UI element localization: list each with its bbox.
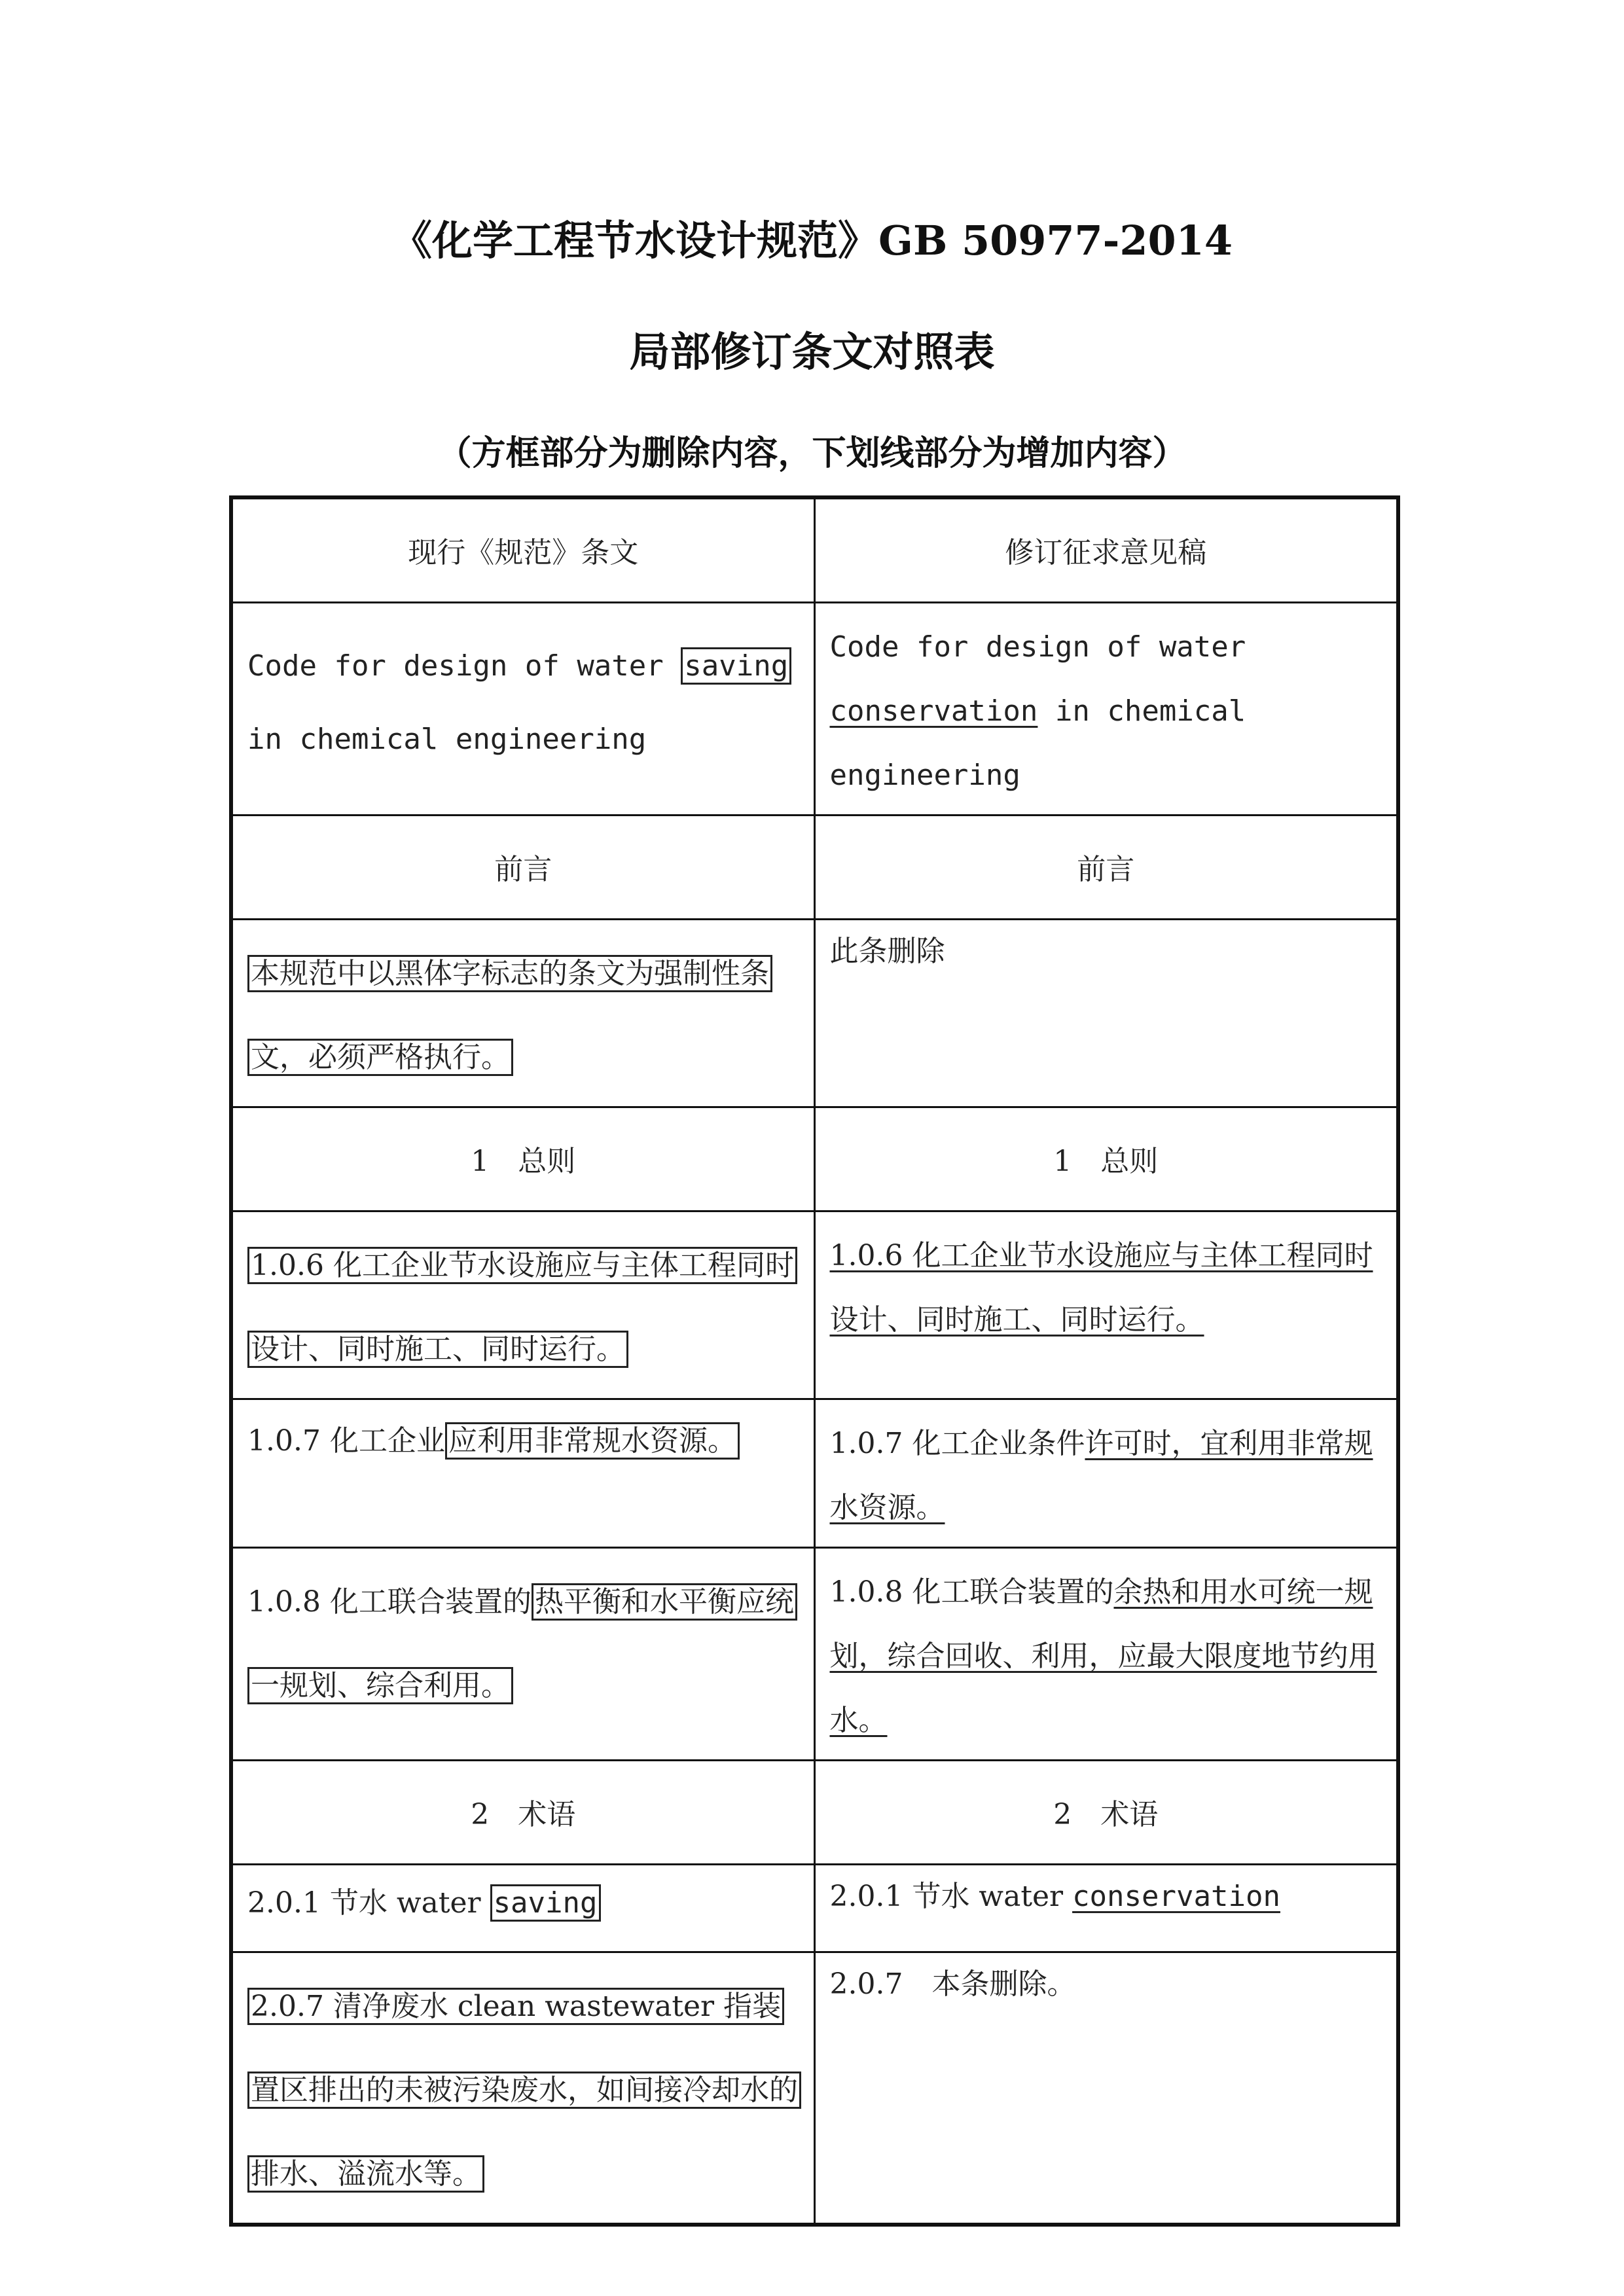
- legend-note: （方框部分为删除内容，下划线部分为增加内容）: [437, 433, 1187, 473]
- table-row: [231, 1211, 1398, 1399]
- cell-revision: Code for design of water conservation in chemical engineering: [814, 603, 1398, 816]
- cell-current: 1.0.7 化工企业 应利用非常规水资源。: [231, 1399, 814, 1548]
- deleted-text: 本规范中以黑体字标志的条文为强制性条文，必须严格执行。: [247, 955, 772, 1076]
- cell-current: 1.0.8 化工联合装置的 热平衡和水平衡应统一规划、综合利用。: [231, 1548, 814, 1761]
- comparison-table: [229, 495, 1400, 2227]
- added-text: 1.0.6 化工企业节水设施应与主体工程同时设计、同时施工、同时运行。: [829, 1239, 1373, 1336]
- cell-current: [231, 1952, 814, 2225]
- table-row: [231, 1761, 1398, 1865]
- table-row: [231, 1865, 1398, 1952]
- table-row: [231, 816, 1398, 920]
- deleted-text: 应利用非常规水资源。: [445, 1422, 740, 1460]
- section-label: 前言: [814, 816, 1398, 920]
- cell-current: Code for design of water saving in chemical engineering: [231, 603, 814, 816]
- deleted-text: 2.0.7 清净废水 clean wastewater 指装置区排出的未被污染废水，如间接冷却水的排水、溢流水等。: [247, 1988, 801, 2193]
- deleted-text: saving: [681, 647, 791, 685]
- section-label: 前言: [231, 816, 814, 920]
- cell-current: [231, 1211, 814, 1399]
- cell-current: 2.0.1 节水 water saving: [231, 1865, 814, 1952]
- section-label: 2 术语: [231, 1761, 814, 1865]
- section-label: 1 总则: [231, 1107, 814, 1211]
- added-text: 许可时，宜利用非常规水资源。: [829, 1427, 1373, 1524]
- deleted-text: 热平衡和水平衡应统一规划、综合利用。: [247, 1583, 797, 1704]
- cell-revision: 2.0.7 本条删除。: [814, 1952, 1398, 2225]
- added-text: conservation: [829, 694, 1038, 728]
- table-header-row: [231, 497, 1398, 603]
- table-row: [231, 920, 1398, 1107]
- section-label: 1 总则: [814, 1107, 1398, 1211]
- cell-revision: 此条删除: [814, 920, 1398, 1107]
- added-text: 余热和用水可统一规划，综合回收、利用，应最大限度地节约用水。: [829, 1575, 1377, 1737]
- cell-revision: 1.0.8 化工联合装置的余热和用水可统一规划，综合回收、利用，应最大限度地节约用水。: [814, 1548, 1398, 1761]
- cell-revision: 2.0.1 节水 water conservation: [814, 1865, 1398, 1952]
- added-text: conservation: [1072, 1880, 1280, 1913]
- table-row: [231, 1952, 1398, 2225]
- header-revision: 修订征求意见稿: [814, 497, 1398, 603]
- cell-revision: [814, 1211, 1398, 1399]
- header-current: 现行《规范》条文: [231, 497, 814, 603]
- table-row: [231, 603, 1398, 816]
- deleted-text: saving: [490, 1884, 601, 1922]
- table-row: [231, 1399, 1398, 1548]
- table-row: [231, 1107, 1398, 1211]
- document-subtitle: 局部修订条文对照表: [629, 328, 995, 376]
- table-row: [231, 1548, 1398, 1761]
- document-title: 《化学工程节水设计规范》GB 50977-2014: [391, 217, 1233, 264]
- cell-current: [231, 920, 814, 1107]
- cell-revision: 1.0.7 化工企业条件许可时，宜利用非常规水资源。: [814, 1399, 1398, 1548]
- deleted-text: 1.0.6 化工企业节水设施应与主体工程同时设计、同时施工、同时运行。: [247, 1247, 797, 1368]
- section-label: 2 术语: [814, 1761, 1398, 1865]
